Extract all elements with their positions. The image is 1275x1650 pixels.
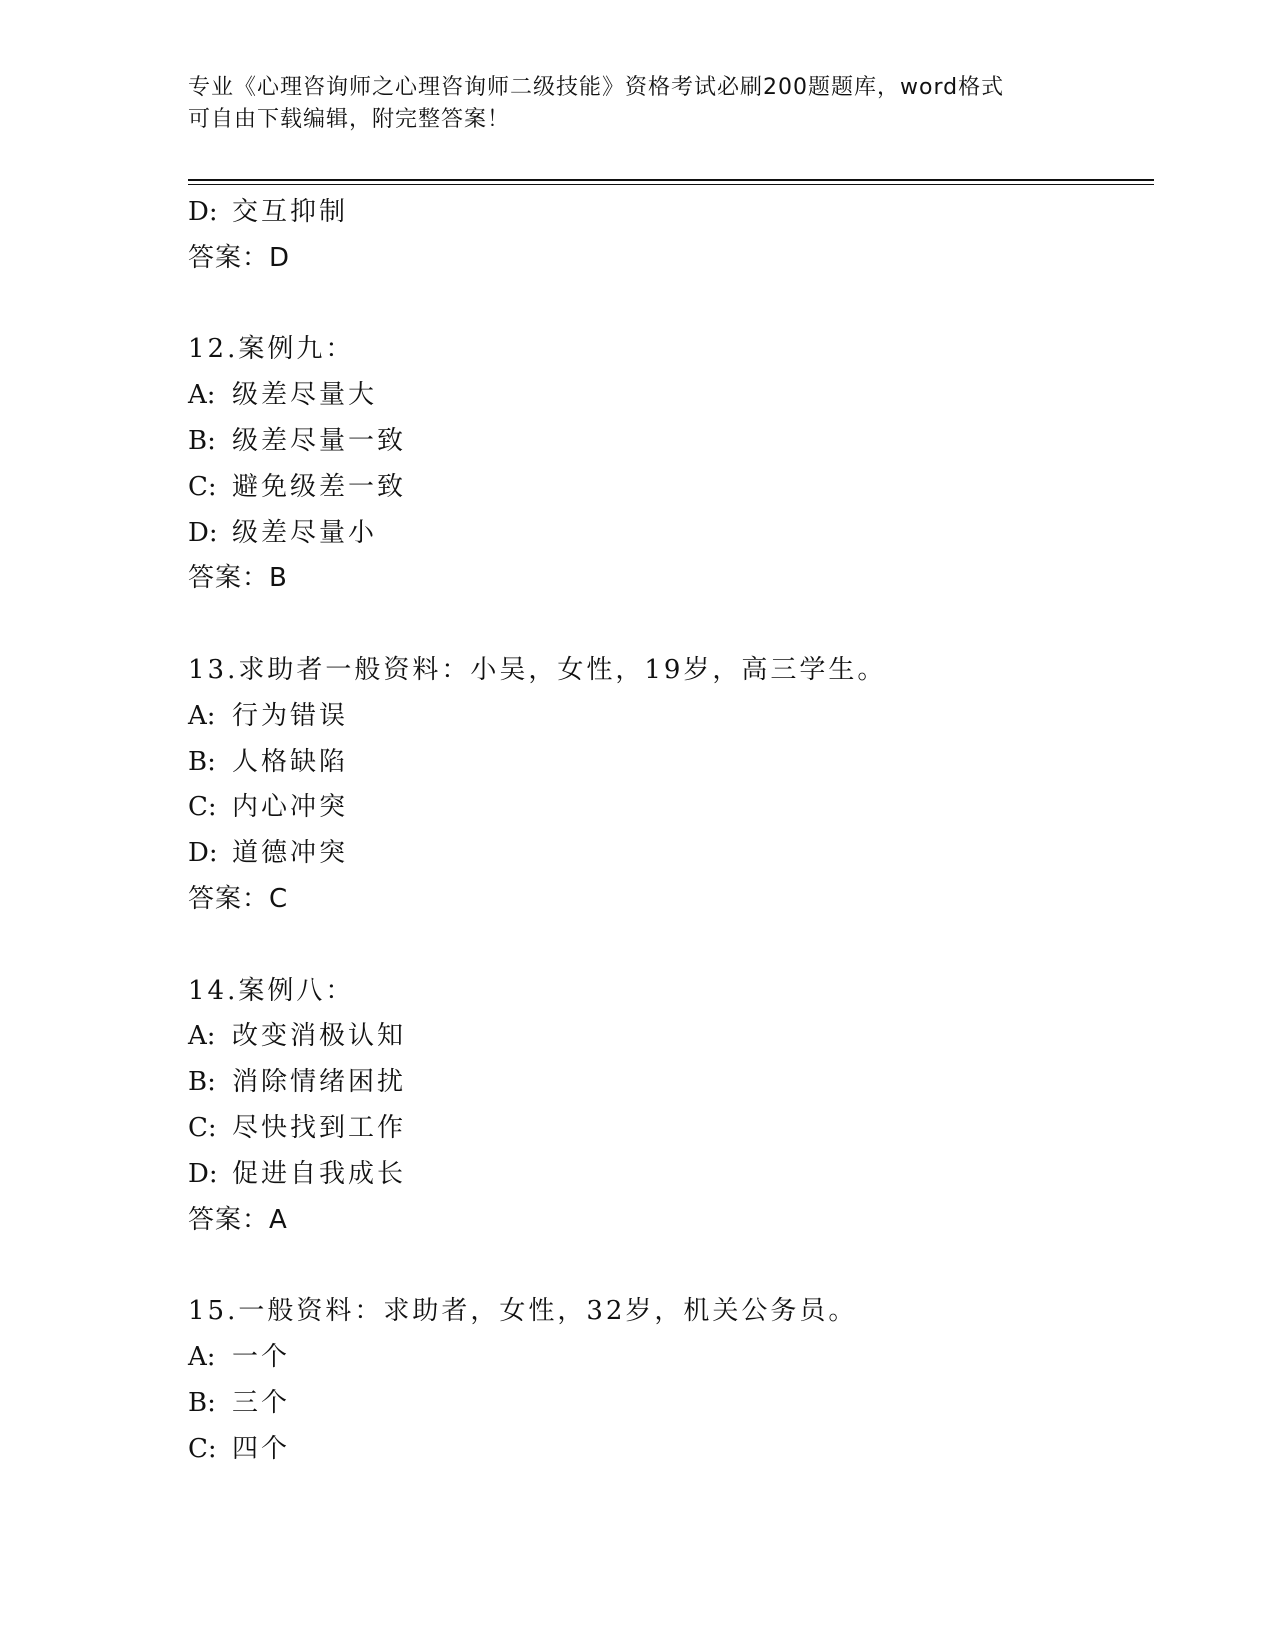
spacer (188, 1243, 1148, 1289)
option-row (188, 1014, 1148, 1060)
option-label: C: (188, 1433, 217, 1464)
option-row (188, 1427, 1148, 1473)
option-text: 内心冲突 (232, 792, 349, 823)
option-label: B: (188, 746, 216, 777)
document-header (188, 72, 1088, 136)
option-row (188, 831, 1148, 877)
option-text: 消除情绪困扰 (232, 1067, 407, 1098)
option-text: 改变消极认知 (232, 1021, 407, 1052)
option-text: 尽快找到工作 (232, 1112, 407, 1143)
spacer (188, 923, 1148, 969)
option-row (188, 419, 1148, 465)
option-label: B: (188, 425, 216, 456)
option-text: 级差尽量一致 (232, 425, 407, 456)
option-label: D: (188, 838, 218, 869)
option-row (188, 190, 1148, 236)
header-line-1: 专业《心理咨询师之心理咨询师二级技能》资格考试必刷200题题库，word格式 (188, 75, 1005, 100)
option-text: 避免级差一致 (232, 471, 407, 502)
header-rule-thin (188, 184, 1154, 185)
option-row (188, 465, 1148, 511)
question-content (188, 190, 1148, 1472)
option-label: D: (188, 1158, 218, 1189)
question-stem: 15.一般资料：求助者，女性，32岁，机关公务员。 (188, 1296, 858, 1327)
option-text: 人格缺陷 (232, 746, 349, 777)
answer-line: 答案：D (188, 242, 291, 273)
option-row (188, 740, 1148, 786)
option-label: C: (188, 792, 217, 823)
option-label: B: (188, 1067, 216, 1098)
option-row (188, 1381, 1148, 1427)
option-text: 行为错误 (232, 700, 349, 731)
option-row (188, 1335, 1148, 1381)
option-row (188, 511, 1148, 557)
answer-line: 答案：C (188, 883, 289, 914)
option-label: C: (188, 471, 217, 502)
option-text: 道德冲突 (232, 838, 349, 869)
header-line-2: 可自由下载编辑，附完整答案！ (188, 107, 511, 132)
option-label: A: (188, 700, 216, 731)
option-label: C: (188, 1112, 217, 1143)
option-row (188, 373, 1148, 419)
question-stem: 14.案例八： (188, 975, 355, 1006)
option-label: D: (188, 517, 218, 548)
option-text: 四个 (232, 1433, 291, 1464)
option-row (188, 785, 1148, 831)
spacer (188, 282, 1148, 328)
option-label: A: (188, 1341, 216, 1372)
spacer (188, 602, 1148, 648)
header-rule-thick (188, 179, 1154, 181)
option-row (188, 694, 1148, 740)
option-text: 三个 (232, 1387, 291, 1418)
option-text: 交互抑制 (232, 197, 349, 227)
option-text: 级差尽量大 (232, 380, 378, 411)
answer-line: 答案：A (188, 1204, 288, 1235)
option-row (188, 1106, 1148, 1152)
option-label: D: (188, 197, 218, 227)
question-stem: 13.求助者一般资料：小吴，女性，19岁，高三学生。 (188, 654, 887, 685)
option-text: 促进自我成长 (232, 1158, 407, 1189)
option-label: A: (188, 380, 216, 411)
option-label: A: (188, 1021, 216, 1052)
option-row (188, 1060, 1148, 1106)
option-text: 级差尽量小 (232, 517, 378, 548)
answer-line: 答案：B (188, 563, 288, 594)
option-label: B: (188, 1387, 216, 1418)
option-row (188, 1152, 1148, 1198)
option-text: 一个 (232, 1341, 291, 1372)
question-stem: 12.案例九： (188, 334, 355, 365)
